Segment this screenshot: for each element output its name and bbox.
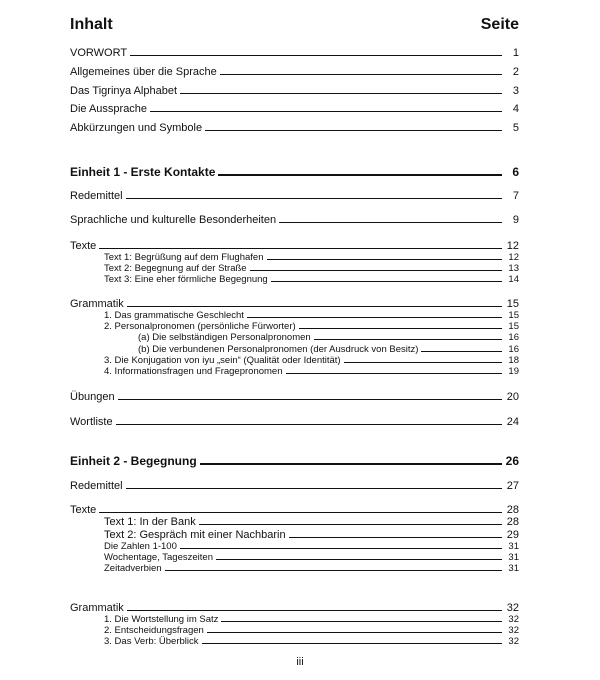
- toc-subentry: Text 2: Gespräch mit einer Nachbarin 29: [104, 529, 519, 541]
- toc-subsubentry: (b) Die verbundenen Personalpronomen (der Ausdruck von Besitz) 16: [138, 344, 519, 355]
- toc-subentry: Text 3: Eine eher förmliche Begegnung 14: [104, 274, 519, 285]
- toc-entry: Abkürzungen und Symbole 5: [70, 122, 519, 134]
- toc-entry: Redemittel 7: [70, 190, 519, 202]
- toc-entry: Die Aussprache 4: [70, 103, 519, 115]
- toc-entry: Das Tigrinya Alphabet 3: [70, 85, 519, 97]
- toc-subentry: 1. Das grammatische Geschlecht 15: [104, 310, 519, 321]
- toc-subentry: 1. Die Wortstellung im Satz 32: [104, 614, 519, 625]
- toc-entry: Redemittel 27: [70, 480, 519, 492]
- toc-subentry: Wochentage, Tageszeiten 31: [104, 552, 519, 563]
- toc-subentry: Text 1: Begrüßung auf dem Flughafen 12: [104, 252, 519, 263]
- page-column-heading: Seite: [480, 16, 519, 33]
- page-number: iii: [296, 656, 304, 668]
- toc-entry: Wortliste 24: [70, 416, 519, 428]
- toc-subentry: 4. Informationsfragen und Fragepronomen 19: [104, 366, 519, 377]
- toc-subentry: Zeitadverbien 31: [104, 563, 519, 574]
- toc-subentry: 2. Personalpronomen (persönliche Fürworter) 15: [104, 321, 519, 332]
- toc-entry: Grammatik 15: [70, 298, 519, 310]
- toc-subsubentry: (a) Die selbständigen Personalpronomen 16: [138, 332, 519, 343]
- toc-subentry: Text 1: In der Bank 28: [104, 516, 519, 528]
- toc-subentry: 3. Die Konjugation von iyu „sein“ (Qualität oder Identität) 18: [104, 355, 519, 366]
- toc-subentry: Text 2: Begegnung auf der Straße 13: [104, 263, 519, 274]
- toc-subentry: 2. Entscheidungsfragen 32: [104, 625, 519, 636]
- toc-subentry: 3. Das Verb: Überblick 32: [104, 636, 519, 647]
- toc-chapter: Einheit 2 - Begegnung 26: [70, 454, 519, 468]
- toc-entry: VORWORT 1: [70, 47, 519, 59]
- toc-subentry: Die Zahlen 1-100 31: [104, 541, 519, 552]
- toc-entry: Grammatik 32: [70, 602, 519, 614]
- toc-entry: Allgemeines über die Sprache 2: [70, 66, 519, 78]
- toc-entry: Übungen 20: [70, 391, 519, 403]
- toc-heading: Inhalt: [70, 16, 113, 33]
- toc-entry: Texte 28: [70, 504, 519, 516]
- toc-chapter: Einheit 1 - Erste Kontakte 6: [70, 165, 519, 179]
- toc-entry: Texte 12: [70, 240, 519, 252]
- toc-entry: Sprachliche und kulturelle Besonderheiten 9: [70, 214, 519, 226]
